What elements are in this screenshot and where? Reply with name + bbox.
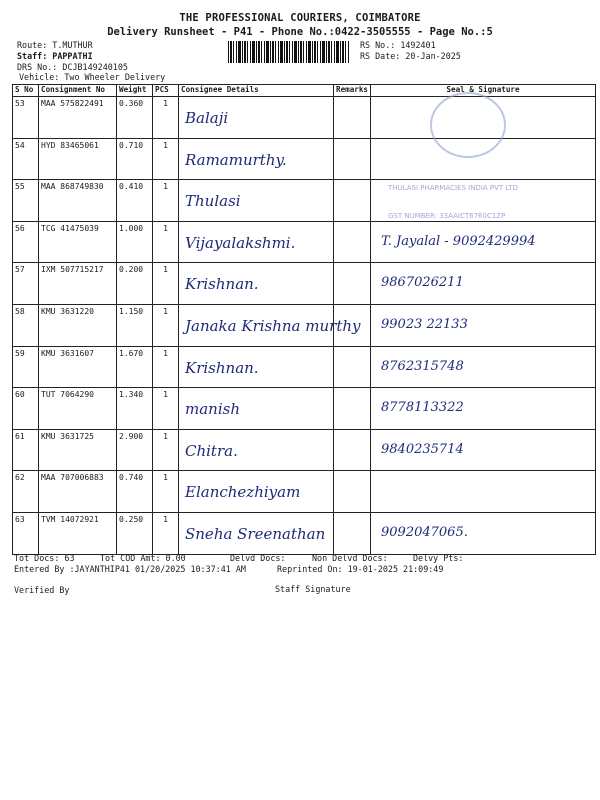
- cell-remarks: [334, 512, 371, 554]
- total-docs: Tot Docs: 63: [14, 553, 75, 563]
- cell-consignee: [179, 221, 334, 263]
- cell-pcs: 1: [153, 138, 179, 180]
- cell-sno: 55: [13, 180, 39, 222]
- cell-remarks: [334, 429, 371, 471]
- drs-info: DRS No.: DCJB149240105: [17, 62, 128, 72]
- cell-consignee: [179, 304, 361, 346]
- handwritten-name: Krishnan.: [185, 358, 259, 377]
- cell-consignment-no: TUT 7064290: [39, 388, 117, 430]
- cell-pcs: 1: [153, 221, 179, 263]
- cell-sno: 62: [13, 471, 39, 513]
- stamp-gst: GST NUMBER: 33AAICT6760C1ZP: [388, 212, 506, 221]
- cell-pcs: 1: [153, 512, 179, 554]
- cell-consignment-no: IXM 507715217: [39, 263, 117, 305]
- cell-consignment-no: TCG 41475039: [39, 221, 117, 263]
- col-header-consignment: Consignment No: [39, 85, 117, 97]
- staff-info: Staff: PAPPATHI: [17, 51, 93, 61]
- staff-signature-label: Staff Signature: [275, 584, 351, 594]
- table-row: [13, 388, 596, 430]
- col-header-consignee: Consignee Details: [179, 85, 334, 97]
- cell-sno: 60: [13, 388, 39, 430]
- cell-weight: 1.340: [117, 388, 153, 430]
- cell-consignee: [179, 138, 334, 180]
- cell-remarks: [334, 180, 371, 222]
- handwritten-name: Sneha Sreenathan: [185, 524, 326, 543]
- cell-pcs: 1: [153, 304, 179, 346]
- verified-by: Verified By: [14, 585, 70, 595]
- table-row: [13, 512, 596, 554]
- cell-consignee: [179, 388, 334, 430]
- cell-consignment-no: KMU 3631220: [39, 304, 117, 346]
- barcode-image: [228, 41, 350, 63]
- cell-remarks: [334, 346, 371, 388]
- cell-weight: 0.410: [117, 180, 153, 222]
- cell-weight: 1.670: [117, 346, 153, 388]
- total-cod: Tot COD Amt: 0.00: [100, 553, 186, 563]
- cell-remarks: [334, 221, 371, 263]
- cell-weight: 0.360: [117, 97, 153, 139]
- cell-signature: [371, 429, 596, 471]
- cell-sno: 63: [13, 512, 39, 554]
- handwritten-name: Chitra.: [185, 441, 238, 460]
- cell-consignment-no: KMU 3631607: [39, 346, 117, 388]
- cell-remarks: [334, 97, 371, 139]
- rs-date: RS Date: 20-Jan-2025: [360, 51, 461, 61]
- cell-signature: [371, 471, 596, 513]
- cell-weight: 2.900: [117, 429, 153, 471]
- cell-sno: 54: [13, 138, 39, 180]
- rs-number: RS No.: 1492401: [360, 40, 436, 50]
- cell-pcs: 1: [153, 97, 179, 139]
- cell-pcs: 1: [153, 263, 179, 305]
- cell-pcs: 1: [153, 388, 179, 430]
- cell-sno: 53: [13, 97, 39, 139]
- delivery-points: Delvy Pts:: [413, 553, 464, 563]
- cell-pcs: 1: [153, 180, 179, 222]
- cell-sno: 59: [13, 346, 39, 388]
- col-header-weight: Weight: [117, 85, 153, 97]
- handwritten-name: Balaji: [185, 109, 229, 127]
- company-stamp: [388, 184, 588, 228]
- cell-remarks: [334, 263, 371, 305]
- cell-pcs: 1: [153, 346, 179, 388]
- handwritten-name: Elanchezhiyam: [185, 483, 301, 502]
- cell-signature: [371, 346, 596, 388]
- cell-consignment-no: KMU 3631725: [39, 429, 117, 471]
- cell-sno: 56: [13, 221, 39, 263]
- table-row: [13, 429, 596, 471]
- cell-consignment-no: MAA 707006883: [39, 471, 117, 513]
- table-row: [13, 263, 596, 305]
- reprinted-on: Reprinted On: 19-01-2025 21:09:49: [277, 564, 444, 574]
- table-row: [13, 138, 596, 180]
- handwritten-signature: 8778113322: [381, 400, 464, 416]
- handwritten-signature: 99023 22133: [381, 316, 468, 332]
- cell-sno: 61: [13, 429, 39, 471]
- handwritten-name: Janaka Krishna murthy: [185, 316, 361, 335]
- cell-signature: [371, 263, 596, 305]
- cell-weight: 0.200: [117, 263, 153, 305]
- handwritten-signature: 8762315748: [381, 358, 464, 374]
- stamp-company: THULASI PHARMACIES INDIA PVT LTD: [388, 184, 519, 192]
- cell-remarks: [334, 388, 371, 430]
- cell-consignee: [179, 471, 334, 513]
- cell-weight: 1.150: [117, 304, 153, 346]
- entered-by: Entered By :JAYANTHIP41 01/20/2025 10:37:41 AM: [14, 564, 246, 574]
- handwritten-signature: 9092047065.: [381, 524, 468, 540]
- cell-weight: 0.250: [117, 512, 153, 554]
- cell-consignee: [179, 346, 334, 388]
- handwritten-name: Ramamurthy.: [185, 150, 287, 169]
- cell-sno: 57: [13, 263, 39, 305]
- cell-weight: 1.000: [117, 221, 153, 263]
- cell-pcs: 1: [153, 471, 179, 513]
- round-seal: [430, 92, 506, 158]
- table-row: [13, 346, 596, 388]
- cell-consignee: [179, 429, 334, 471]
- cell-sno: 58: [13, 304, 39, 346]
- cell-consignee: [179, 180, 334, 222]
- handwritten-name: manish: [185, 400, 240, 419]
- delivered-docs: Delvd Docs:: [230, 553, 286, 563]
- cell-consignment-no: MAA 868749830: [39, 180, 117, 222]
- cell-signature: [371, 304, 596, 346]
- col-header-sno: S No: [13, 85, 39, 97]
- handwritten-name: Vijayalakshmi.: [185, 233, 296, 252]
- handwritten-name: Krishnan.: [185, 275, 259, 294]
- handwritten-signature: 9840235714: [381, 441, 464, 457]
- delivery-table: [12, 84, 596, 555]
- table-row: [13, 471, 596, 513]
- table-row: [13, 97, 596, 139]
- cell-signature: [371, 388, 596, 430]
- cell-consignee: [179, 97, 334, 139]
- company-title: THE PROFESSIONAL COURIERS, COIMBATORE: [179, 12, 421, 24]
- col-header-remarks: Remarks: [334, 85, 371, 97]
- col-header-signature: Seal & Signature: [371, 85, 596, 97]
- col-header-pcs: PCS: [153, 85, 179, 97]
- cell-weight: 0.740: [117, 471, 153, 513]
- cell-consignment-no: MAA 575822491: [39, 97, 117, 139]
- cell-pcs: 1: [153, 429, 179, 471]
- handwritten-signature: 9867026211: [381, 275, 464, 291]
- cell-remarks: [334, 471, 371, 513]
- route-info: Route: T.MUTHUR: [17, 40, 93, 50]
- cell-consignment-no: TVM 14072921: [39, 512, 117, 554]
- cell-consignee: [179, 263, 334, 305]
- handwritten-signature: T. Jayalal - 9092429994: [381, 233, 536, 249]
- cell-consignee: [179, 512, 334, 554]
- table-row: [13, 304, 596, 346]
- table-header-row: [13, 85, 596, 97]
- runsheet-title: Delivery Runsheet - P41 - Phone No.:0422-3505555 - Page No.:5: [107, 26, 493, 38]
- non-delivered-docs: Non Delvd Docs:: [312, 553, 388, 563]
- cell-signature: [371, 512, 596, 554]
- cell-consignment-no: HYD 83465061: [39, 138, 117, 180]
- cell-weight: 0.710: [117, 138, 153, 180]
- cell-remarks: [334, 138, 371, 180]
- handwritten-name: Thulasi: [185, 192, 241, 211]
- vehicle-info: Vehicle: Two Wheeler Delivery: [19, 72, 166, 82]
